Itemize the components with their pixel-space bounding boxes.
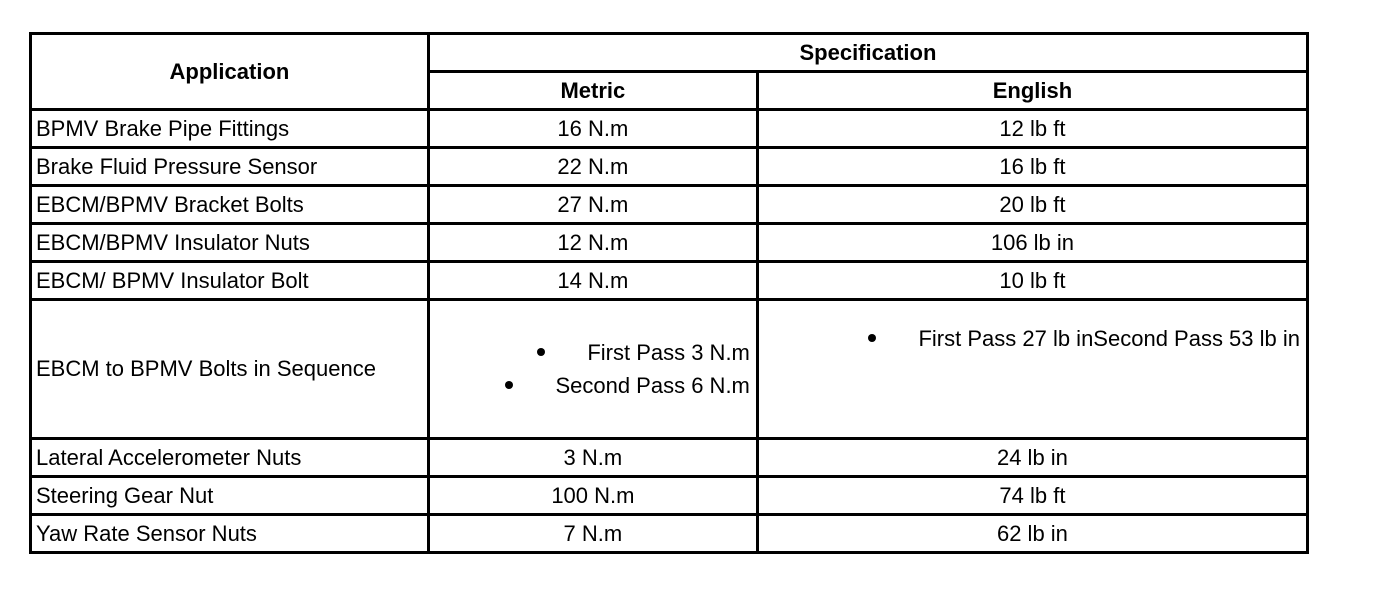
application-cell: Lateral Accelerometer Nuts — [31, 439, 429, 477]
metric-cell: 16 N.m — [428, 110, 757, 148]
bullet-icon — [868, 334, 876, 342]
metric-passes-list — [436, 336, 750, 402]
english-passes-cell — [757, 300, 1307, 439]
sequence-row — [31, 300, 1308, 439]
metric-cell: 100 N.m — [428, 477, 757, 515]
english-cell: 10 lb ft — [757, 262, 1307, 300]
table-row — [31, 110, 1308, 148]
application-cell: BPMV Brake Pipe Fittings — [31, 110, 429, 148]
list-item — [436, 336, 750, 369]
english-cell: 24 lb in — [757, 439, 1307, 477]
metric-cell: 3 N.m — [428, 439, 757, 477]
table-row — [31, 477, 1308, 515]
application-cell: Brake Fluid Pressure Sensor — [31, 148, 429, 186]
english-cell: 74 lb ft — [757, 477, 1307, 515]
table-row — [31, 186, 1308, 224]
metric-passes-cell — [428, 300, 757, 439]
header-row-top — [31, 34, 1308, 72]
metric-cell: 22 N.m — [428, 148, 757, 186]
english-cell: 62 lb in — [757, 515, 1307, 553]
english-cell: 16 lb ft — [757, 148, 1307, 186]
pass-text: Second Pass 6 N.m — [555, 373, 750, 398]
application-cell: Steering Gear Nut — [31, 477, 429, 515]
table-row — [31, 224, 1308, 262]
application-cell: EBCM/BPMV Insulator Nuts — [31, 224, 429, 262]
pass-text: First Pass 27 lb inSecond Pass 53 lb in — [918, 326, 1300, 351]
torque-spec-table — [29, 32, 1309, 554]
english-cell: 106 lb in — [757, 224, 1307, 262]
metric-cell: 14 N.m — [428, 262, 757, 300]
bullet-icon — [505, 381, 513, 389]
header-application: Application — [31, 34, 429, 110]
english-cell: 12 lb ft — [757, 110, 1307, 148]
table-row — [31, 439, 1308, 477]
application-cell: Yaw Rate Sensor Nuts — [31, 515, 429, 553]
bullet-icon — [537, 348, 545, 356]
table-row — [31, 515, 1308, 553]
header-metric: Metric — [428, 72, 757, 110]
application-cell: EBCM to BPMV Bolts in Sequence — [31, 300, 429, 439]
table-row — [31, 148, 1308, 186]
header-specification: Specification — [428, 34, 1307, 72]
application-cell: EBCM/BPMV Bracket Bolts — [31, 186, 429, 224]
metric-cell: 12 N.m — [428, 224, 757, 262]
table-row — [31, 262, 1308, 300]
header-english: English — [757, 72, 1307, 110]
application-cell: EBCM/ BPMV Insulator Bolt — [31, 262, 429, 300]
pass-text: First Pass 3 N.m — [587, 340, 750, 365]
english-cell: 20 lb ft — [757, 186, 1307, 224]
metric-cell: 7 N.m — [428, 515, 757, 553]
list-item — [436, 369, 750, 402]
metric-cell: 27 N.m — [428, 186, 757, 224]
